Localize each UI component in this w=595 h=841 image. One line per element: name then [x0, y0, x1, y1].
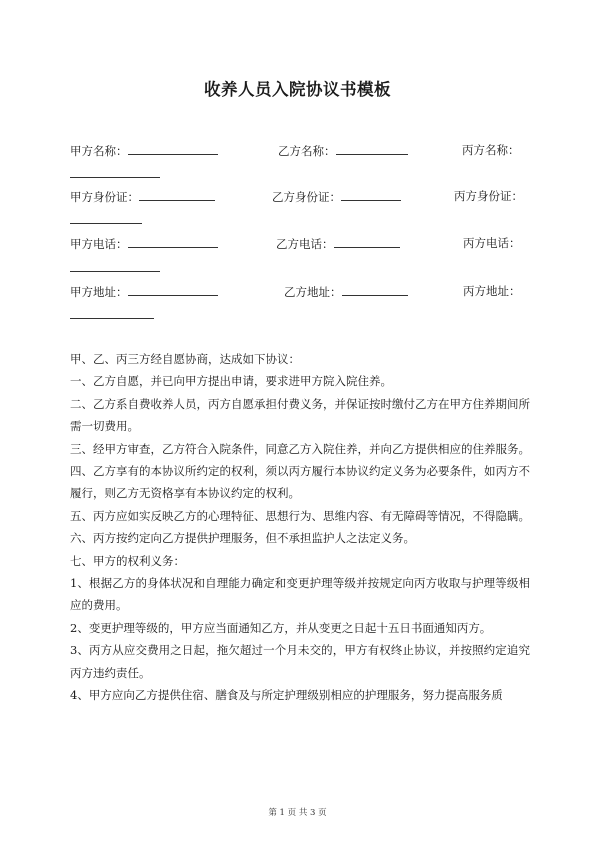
paragraph-intro: 甲、乙、丙三方经自愿协商，达成如下协议：: [70, 352, 300, 366]
page-number-footer: 第 1 页 共 3 页: [268, 808, 327, 818]
party-a-id-blank[interactable]: [139, 188, 215, 201]
party-a-address-label: 甲方地址：: [70, 285, 128, 299]
party-c-id-field: [454, 188, 523, 204]
paragraph-clause-6: 六、丙方按约定向乙方提供护理服务，但不承担监护人之法定义务。: [70, 531, 415, 546]
party-c-phone-field: [463, 235, 521, 251]
paragraph-clause-4: 四、乙方享有的本协议所约定的权利，须以丙方履行本协议约定义务为必要条件，如丙方不履行，则乙方无资格享有本协议约定的权利。: [70, 464, 530, 501]
party-b-name-field: [278, 142, 408, 159]
document-title: 收养人员入院协议书模板: [204, 80, 391, 99]
party-b-id-field: [272, 188, 401, 205]
party-c-phone-label: 丙方电话：: [463, 236, 521, 250]
party-b-id-blank[interactable]: [341, 188, 401, 201]
party-a-phone-blank[interactable]: [128, 235, 218, 248]
party-b-id-label: 乙方身份证：: [272, 190, 341, 204]
party-c-name-blank[interactable]: [70, 176, 160, 178]
paragraph-clause-2: 二、乙方系自费收养人员，丙方自愿承担付费义务，并保证按时缴付乙方在甲方住养期间所需一切费用。: [70, 396, 530, 434]
party-a-id-label: 甲方身份证：: [70, 190, 139, 204]
party-a-id-field: [70, 188, 215, 205]
paragraph-clause-7-heading: 七、甲方的权利义务：: [70, 553, 185, 568]
party-b-phone-blank[interactable]: [334, 235, 400, 248]
party-c-address-blank[interactable]: [70, 317, 154, 319]
paragraph-item-3: 3、丙方从应交费用之日起，拖欠超过一个月未交的，甲方有权终止协议，并按照约定追究丙方违约责任。: [70, 643, 530, 680]
party-a-address-field: [70, 283, 218, 300]
party-b-address-field: [284, 283, 408, 300]
party-b-phone-field: [276, 235, 400, 252]
paragraph-clause-5: 五、丙方应如实反映乙方的心理特征、思想行为、思维内容、有无障碍等情况，不得隐瞒。: [70, 508, 530, 523]
party-a-phone-field: [70, 235, 218, 252]
party-c-id-label: 丙方身份证：: [454, 189, 523, 203]
agreement-body: [70, 348, 530, 707]
paragraph-clause-3: 三、经甲方审查，乙方符合入院条件，同意乙方入院住养，并向乙方提供相应的住养服务。: [70, 441, 530, 456]
party-c-id-blank[interactable]: [70, 222, 142, 224]
party-b-address-blank[interactable]: [342, 283, 408, 296]
party-c-phone-blank[interactable]: [70, 270, 160, 272]
party-c-name-field: [462, 142, 520, 158]
paragraph-item-1: 1、根据乙方的身体状况和自理能力确定和变更护理等级并按规定向丙方收取与护理等级相应的费用。: [70, 576, 530, 613]
party-a-name-blank[interactable]: [128, 142, 218, 155]
party-a-name-label: 甲方名称：: [70, 144, 128, 158]
party-b-phone-label: 乙方电话：: [276, 237, 334, 251]
party-b-name-blank[interactable]: [336, 142, 408, 155]
party-b-address-label: 乙方地址：: [284, 285, 342, 299]
paragraph-item-2: 2、变更护理等级的，甲方应当面通知乙方，并从变更之日起十五日书面通知丙方。: [70, 620, 492, 635]
paragraph-item-4: 4、甲方应向乙方提供住宿、膳食及与所定护理级别相应的护理服务，努力提高服务质: [70, 688, 503, 703]
party-b-name-label: 乙方名称：: [278, 144, 336, 158]
paragraph-clause-1: 一、乙方自愿，并已向甲方提出申请，要求进甲方院入院住养。: [70, 374, 392, 389]
party-a-phone-label: 甲方电话：: [70, 237, 128, 251]
party-a-address-blank[interactable]: [128, 283, 218, 296]
party-c-name-label: 丙方名称：: [462, 143, 520, 157]
party-c-address-field: [463, 283, 521, 299]
party-c-address-label: 丙方地址：: [463, 284, 521, 298]
party-a-name-field: [70, 142, 218, 159]
